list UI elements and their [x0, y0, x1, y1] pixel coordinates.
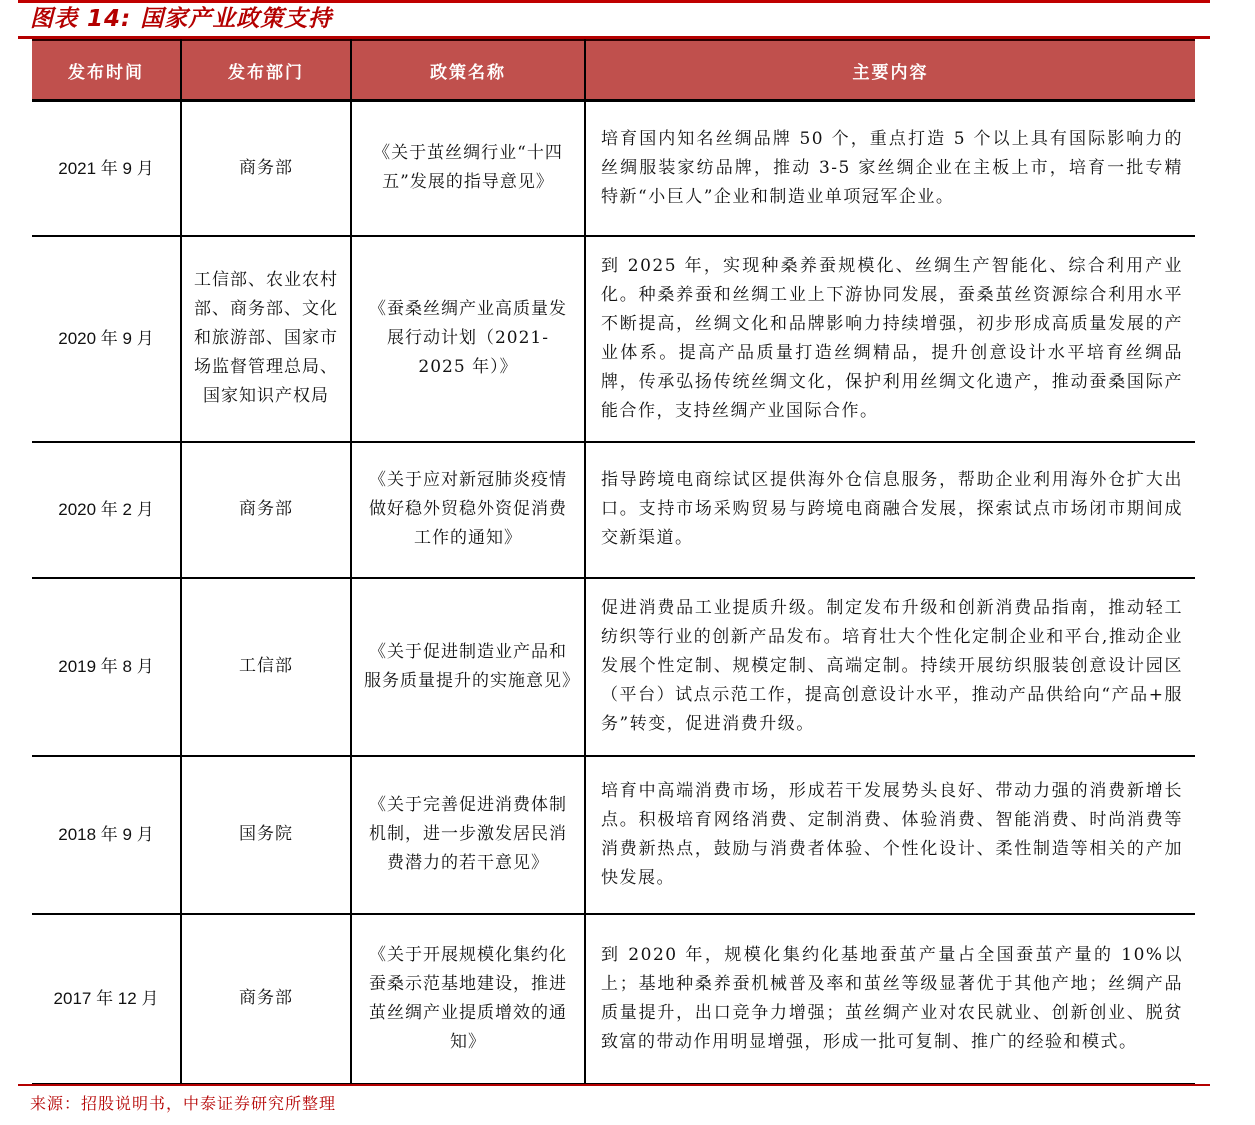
cell-policy-name: 《关于完善促进消费体制机制，进一步激发居民消费潜力的若干意见》	[351, 756, 585, 914]
cell-date: 2021 年 9 月	[32, 101, 181, 236]
cell-main-content: 到 2025 年，实现种桑养蚕规模化、丝绸生产智能化、综合利用产业化。种桑养蚕和丝绸工业上下游协同发展，蚕桑茧丝资源综合利用水平不断提高，丝绸文化和品牌影响力持续增强，初步形成高质量发展的产业体系。提高产品质量打造丝绸精品，提升创意设计水平培育丝绸品牌，传承弘扬传统丝绸文化，保护利用丝绸文化遗产，推动蚕桑国际产能合作，支持丝绸产业国际合作。	[585, 236, 1195, 442]
header-policy-name: 政策名称	[351, 40, 585, 101]
figure-title: 图表 14: 国家产业政策支持	[30, 6, 333, 32]
table-row	[32, 756, 1195, 914]
cell-date: 2017 年 12 月	[32, 914, 181, 1085]
cell-main-content: 促进消费品工业提质升级。制定发布升级和创新消费品指南，推动轻工纺织等行业的创新产品发布。培育壮大个性化定制企业和平台,推动企业发展个性定制、规模定制、高端定制。持续开展纺织服装创意设计园区（平台）试点示范工作，提高创意设计水平，推动产品供给向“产品+服务”转变，促进消费升级。	[585, 578, 1195, 756]
cell-main-content: 到 2020 年，规模化集约化基地蚕茧产量占全国蚕茧产量的 10%以上；基地种桑养蚕机械普及率和茧丝等级显著优于其他产地；丝绸产品质量提升，出口竞争力增强；茧丝绸产业对农民就业、创新创业、脱贫致富的带动作用明显增强，形成一批可复制、推广的经验和模式。	[585, 914, 1195, 1085]
cell-date: 2018 年 9 月	[32, 756, 181, 914]
cell-department: 国务院	[181, 756, 351, 914]
table-row	[32, 442, 1195, 578]
source-note: 来源：招股说明书，中泰证券研究所整理	[30, 1094, 337, 1113]
cell-main-content: 指导跨境电商综试区提供海外仓信息服务，帮助企业利用海外仓扩大出口。支持市场采购贸易与跨境电商融合发展，探索试点市场闭市期间成交新渠道。	[585, 442, 1195, 578]
cell-department: 工信部、农业农村部、商务部、文化和旅游部、国家市场监督管理总局、国家知识产权局	[181, 236, 351, 442]
table-row	[32, 578, 1195, 756]
cell-department: 商务部	[181, 914, 351, 1085]
cell-department: 工信部	[181, 578, 351, 756]
cell-policy-name: 《关于促进制造业产品和服务质量提升的实施意见》	[351, 578, 585, 756]
cell-department: 商务部	[181, 101, 351, 236]
cell-department: 商务部	[181, 442, 351, 578]
bottom-rule	[18, 1084, 1210, 1086]
table-row	[32, 914, 1195, 1085]
cell-date: 2020 年 9 月	[32, 236, 181, 442]
cell-policy-name: 《关于茧丝绸行业“十四五”发展的指导意见》	[351, 101, 585, 236]
top-rule	[18, 0, 1210, 3]
policy-table	[32, 39, 1195, 1086]
table-row	[32, 101, 1195, 236]
cell-date: 2019 年 8 月	[32, 578, 181, 756]
cell-policy-name: 《关于开展规模化集约化蚕桑示范基地建设，推进茧丝绸产业提质增效的通知》	[351, 914, 585, 1085]
header-row	[32, 40, 1195, 101]
cell-date: 2020 年 2 月	[32, 442, 181, 578]
header-main-content: 主要内容	[585, 40, 1195, 101]
header-date: 发布时间	[32, 40, 181, 101]
table-row	[32, 236, 1195, 442]
cell-policy-name: 《关于应对新冠肺炎疫情做好稳外贸稳外资促消费工作的通知》	[351, 442, 585, 578]
cell-main-content: 培育国内知名丝绸品牌 50 个，重点打造 5 个以上具有国际影响力的丝绸服装家纺品牌，推动 3-5 家丝绸企业在主板上市，培育一批专精特新“小巨人”企业和制造业单项冠军企业。	[585, 101, 1195, 236]
cell-policy-name: 《蚕桑丝绸产业高质量发展行动计划（2021-2025 年）》	[351, 236, 585, 442]
cell-main-content: 培育中高端消费市场，形成若干发展势头良好、带动力强的消费新增长点。积极培育网络消费、定制消费、体验消费、智能消费、时尚消费等消费新热点，鼓励与消费者体验、个性化设计、柔性制造等相关的产加快发展。	[585, 756, 1195, 914]
header-department: 发布部门	[181, 40, 351, 101]
